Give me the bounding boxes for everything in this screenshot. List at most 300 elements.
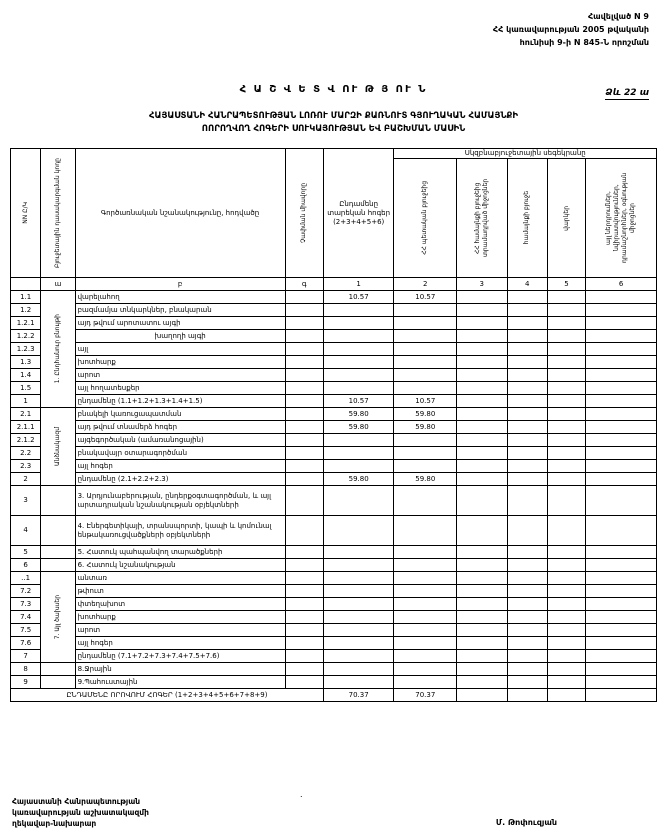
row-c5: [547, 291, 585, 304]
row-c4: [507, 663, 547, 676]
table-row: [11, 676, 657, 689]
row-measure: [285, 598, 323, 611]
table-row: [11, 330, 657, 343]
row-c3: [457, 434, 507, 447]
row-c4: [507, 559, 547, 572]
row-c3: [457, 624, 507, 637]
header-name: Գործառնական նշանակությունը, հոդվածը: [75, 149, 285, 278]
letter-5: 5: [547, 278, 585, 291]
row-c4: [507, 460, 547, 473]
table-row: [11, 611, 657, 624]
row-c2: 10.57: [394, 291, 457, 304]
letter-b: բ: [75, 278, 285, 291]
table-row: [11, 559, 657, 572]
group-label-1: 1. Ընդհանուր բնույթի: [41, 291, 75, 408]
row-c2: 59.80: [394, 408, 457, 421]
row-name: 8.Ջրային: [75, 663, 285, 676]
table-row: [11, 434, 657, 447]
row-c5: [547, 356, 585, 369]
row-nn: 7: [11, 650, 41, 663]
header-total: Ընդամենը տարեկան հոգեր (2+3+4+5+6): [323, 149, 394, 278]
row-c2: [394, 559, 457, 572]
row-c4: [507, 572, 547, 585]
row-c5: [547, 572, 585, 585]
row-name: արոտ: [75, 624, 285, 637]
row-class: [41, 676, 75, 689]
row-total: [323, 356, 394, 369]
row-c4: [507, 598, 547, 611]
row-c5: [547, 611, 585, 624]
row-name: 5. Հատուկ պահպանվող տարածքների: [75, 546, 285, 559]
row-c4: [507, 486, 547, 516]
letter-nn: [11, 278, 41, 291]
row-c3: [457, 585, 507, 598]
row-measure: [285, 663, 323, 676]
row-c3: [457, 291, 507, 304]
row-nn: 1.2.2: [11, 330, 41, 343]
row-total: [323, 585, 394, 598]
row-measure: [285, 343, 323, 356]
row-c5: [547, 304, 585, 317]
row-nn: 1.2.3: [11, 343, 41, 356]
row-c3: [457, 447, 507, 460]
row-total: [323, 572, 394, 585]
row-nn: 2.3: [11, 460, 41, 473]
letter-g: գ: [285, 278, 323, 291]
row-nn: 1.1: [11, 291, 41, 304]
row-measure: [285, 382, 323, 395]
row-name: ընդամենը (7.1+7.2+7.3+7.4+7.5+7.6): [75, 650, 285, 663]
row-c5: [547, 447, 585, 460]
row-total: 59.80: [323, 421, 394, 434]
table-row: [11, 460, 657, 473]
footer-line-1: Հայաստանի Հանրապետության: [12, 797, 141, 806]
annex-number: Հավելված N 9: [587, 12, 649, 21]
row-c3: [457, 572, 507, 585]
row-total: [323, 382, 394, 395]
row-class: [41, 516, 75, 546]
footer-line-3: ղեկավար-նախարար: [12, 819, 97, 828]
row-c2: [394, 663, 457, 676]
decision-line-2: հունիսի 9-ի N 845-Ն որոշման: [519, 38, 649, 47]
report-table: [10, 148, 657, 702]
row-total: [323, 637, 394, 650]
row-nn: 7.2: [11, 585, 41, 598]
row-c4: [507, 516, 547, 546]
row-measure: [285, 637, 323, 650]
row-total: [323, 447, 394, 460]
letter-3: 3: [457, 278, 507, 291]
row-nn: 7.3: [11, 598, 41, 611]
row-c3: [457, 486, 507, 516]
row-name: 3. Արդյունաբերության, ընդերքօգտագործման, և այլ արտադրական նշանակության օբյեկտների: [75, 486, 285, 516]
row-c4: [507, 304, 547, 317]
row-measure: [285, 460, 323, 473]
row-c6: [586, 637, 657, 650]
row-nn: 2.1.2: [11, 434, 41, 447]
row-name: խաղողի այգի: [75, 330, 285, 343]
row-c6: [586, 650, 657, 663]
row-class: [41, 486, 75, 516]
row-measure: [285, 434, 323, 447]
table-row-subtotal: [11, 395, 657, 408]
row-c5: [547, 330, 585, 343]
total-c6: [586, 689, 657, 702]
row-measure: [285, 611, 323, 624]
row-total: [323, 546, 394, 559]
row-name: այգեգործական (ամառանոցային): [75, 434, 285, 447]
row-c2: [394, 516, 457, 546]
row-c4: [507, 650, 547, 663]
table-row: [11, 516, 657, 546]
row-name: բնակավայր օտարագործման: [75, 447, 285, 460]
row-c2: [394, 304, 457, 317]
row-c2: [394, 447, 457, 460]
row-nn: 1.3: [11, 356, 41, 369]
row-c5: [547, 650, 585, 663]
row-c5: [547, 343, 585, 356]
row-c5: [547, 382, 585, 395]
row-name: այդ թվում տնամերձ հոգեր: [75, 421, 285, 434]
table-row: [11, 317, 657, 330]
subtitle-line-2: ՈՈՐՈՂՎՈՂ ՀՈԳԵՐԻ ՍՈՒԿԱՅՈՒԹՅԱՆ ԵՎ ԲԱՇԽՄԱՆ ՄԱՍԻՆ: [201, 124, 466, 134]
table-row: [11, 408, 657, 421]
row-c3: [457, 395, 507, 408]
row-c6: [586, 572, 657, 585]
row-c4: [507, 382, 547, 395]
row-c4: [507, 317, 547, 330]
header-source-state-budget: ՀՀ պետական բյուջեից: [394, 159, 457, 278]
row-c5: [547, 408, 585, 421]
row-c5: [547, 676, 585, 689]
row-c4: [507, 473, 547, 486]
row-c6: [586, 291, 657, 304]
row-total: 59.80: [323, 473, 394, 486]
row-c4: [507, 546, 547, 559]
row-c2: [394, 330, 457, 343]
table-header-group-row: [11, 149, 657, 159]
row-c2: [394, 369, 457, 382]
row-c2: [394, 546, 457, 559]
row-total: [323, 317, 394, 330]
table-row: [11, 585, 657, 598]
row-nn: 2.2: [11, 447, 41, 460]
page-title: Հ Ա Շ Վ Ե Տ Վ ՈՒ Թ Յ ՈՒ Ն: [239, 84, 428, 95]
row-c6: [586, 473, 657, 486]
row-c2: [394, 317, 457, 330]
column-letter-row: [11, 278, 657, 291]
row-c2: [394, 611, 457, 624]
row-nn: 6: [11, 559, 41, 572]
table-row: [11, 304, 657, 317]
row-nn: 2: [11, 473, 41, 486]
row-class: [41, 546, 75, 559]
row-c2: [394, 598, 457, 611]
row-c3: [457, 559, 507, 572]
row-c3: [457, 546, 507, 559]
row-c5: [547, 598, 585, 611]
row-class: [41, 559, 75, 572]
row-c2: [394, 460, 457, 473]
row-c3: [457, 637, 507, 650]
row-name: բազմամյա տնկարկներ, բնակարան: [75, 304, 285, 317]
row-c6: [586, 343, 657, 356]
table-row: [11, 343, 657, 356]
letter-a: ա: [41, 278, 75, 291]
row-c6: [586, 585, 657, 598]
row-c2: [394, 486, 457, 516]
row-name: այդ թվում արոտատու այգի: [75, 317, 285, 330]
row-c5: [547, 637, 585, 650]
row-c3: [457, 408, 507, 421]
row-name: 9.Պահուստային: [75, 676, 285, 689]
row-total: [323, 650, 394, 663]
table-row: [11, 291, 657, 304]
row-measure: [285, 408, 323, 421]
row-measure: [285, 624, 323, 637]
group-label-7: 7. Այլ ծախսեր: [41, 572, 75, 663]
row-total: 59.80: [323, 408, 394, 421]
row-name: բնակելի կառուցապատման: [75, 408, 285, 421]
page-dot: .: [300, 790, 303, 799]
row-c6: [586, 598, 657, 611]
row-c4: [507, 676, 547, 689]
row-class: [41, 663, 75, 676]
row-measure: [285, 585, 323, 598]
row-nn: 8: [11, 663, 41, 676]
row-c6: [586, 676, 657, 689]
total-c3: [457, 689, 507, 702]
row-c2: [394, 650, 457, 663]
row-c4: [507, 408, 547, 421]
row-c6: [586, 382, 657, 395]
row-measure: [285, 516, 323, 546]
row-name: խոտհարք: [75, 356, 285, 369]
row-c5: [547, 369, 585, 382]
total-c4: [507, 689, 547, 702]
row-nn: 1: [11, 395, 41, 408]
row-total: [323, 330, 394, 343]
total-label: ԸՆԴԱՄԵՆԸ ՈՐՈՎՈՒՄ ՀՈԳԵՐ (1+2+3+4+5+6+7+8+9): [11, 689, 324, 702]
row-c3: [457, 460, 507, 473]
row-c5: [547, 516, 585, 546]
row-c5: [547, 546, 585, 559]
row-measure: [285, 304, 323, 317]
row-c4: [507, 356, 547, 369]
row-nn: 1.2: [11, 304, 41, 317]
row-measure: [285, 486, 323, 516]
header-source-loans: վարկեր: [547, 159, 585, 278]
row-name: անտառ: [75, 572, 285, 585]
row-nn: 2.1.1: [11, 421, 41, 434]
total-c2: 70.37: [394, 689, 457, 702]
row-c6: [586, 460, 657, 473]
row-nn: 1.4: [11, 369, 41, 382]
row-c6: [586, 516, 657, 546]
row-nn: ..1: [11, 572, 41, 585]
row-c6: [586, 434, 657, 447]
row-c4: [507, 343, 547, 356]
table-row: [11, 486, 657, 516]
row-c4: [507, 369, 547, 382]
table-row: [11, 369, 657, 382]
row-c5: [547, 473, 585, 486]
total-c5: [547, 689, 585, 702]
row-c3: [457, 330, 507, 343]
signature-block: [12, 796, 149, 829]
row-c3: [457, 611, 507, 624]
group-label-2: Անձնակազմ: [41, 408, 75, 486]
row-c4: [507, 434, 547, 447]
row-c6: [586, 304, 657, 317]
row-name: 4. Էներգետիկայի, տրանսպորտի, կապի և կոմունալ ենթակառուցվածքների օբյեկտների: [75, 516, 285, 546]
row-name: այլ հողատեսքեր: [75, 382, 285, 395]
row-total: [323, 624, 394, 637]
row-c5: [547, 395, 585, 408]
row-c6: [586, 447, 657, 460]
row-measure: [285, 395, 323, 408]
row-nn: 1.2.1: [11, 317, 41, 330]
row-nn: 7.4: [11, 611, 41, 624]
table-row: [11, 663, 657, 676]
row-measure: [285, 356, 323, 369]
table-row: [11, 382, 657, 395]
row-c4: [507, 611, 547, 624]
letter-6: 6: [586, 278, 657, 291]
row-c6: [586, 317, 657, 330]
row-measure: [285, 546, 323, 559]
row-c4: [507, 624, 547, 637]
row-c5: [547, 421, 585, 434]
header-source-other: այլ ներդրումներ, նվիրատվություններ, դրամաշնորհներ, օգնության միջոցներ: [586, 159, 657, 278]
row-c3: [457, 516, 507, 546]
row-c4: [507, 330, 547, 343]
letter-1: 1: [323, 278, 394, 291]
row-c6: [586, 408, 657, 421]
row-c5: [547, 663, 585, 676]
header-budget-class: Բյուջետային դասակարգման կոդը: [41, 149, 75, 278]
row-measure: [285, 473, 323, 486]
row-name: արոտ: [75, 369, 285, 382]
row-c6: [586, 486, 657, 516]
row-total: [323, 460, 394, 473]
row-nn: 7.5: [11, 624, 41, 637]
row-measure: [285, 369, 323, 382]
row-total: [323, 343, 394, 356]
row-name: ընդամենը (1.1+1.2+1.3+1.4+1.5): [75, 395, 285, 408]
row-c6: [586, 546, 657, 559]
row-nn: 7.6: [11, 637, 41, 650]
row-c5: [547, 624, 585, 637]
table-row: [11, 572, 657, 585]
document-code: Ձև 22 ա: [605, 88, 649, 98]
row-c4: [507, 421, 547, 434]
table-row: [11, 421, 657, 434]
letter-4: 4: [507, 278, 547, 291]
row-nn: 9: [11, 676, 41, 689]
table-row-subtotal: [11, 473, 657, 486]
table-row: [11, 637, 657, 650]
row-total: [323, 516, 394, 546]
row-nn: 4: [11, 516, 41, 546]
row-c3: [457, 473, 507, 486]
table-row: [11, 356, 657, 369]
table-row: [11, 447, 657, 460]
row-measure: [285, 572, 323, 585]
row-c5: [547, 585, 585, 598]
row-c6: [586, 624, 657, 637]
row-name: վարելահող: [75, 291, 285, 304]
row-measure: [285, 421, 323, 434]
footer-line-2: կառավարության աշխատակազմի: [12, 808, 149, 817]
signer-name: Մ. Թոփուզյան: [495, 818, 557, 827]
row-c6: [586, 663, 657, 676]
row-total: [323, 369, 394, 382]
row-c2: [394, 356, 457, 369]
header-source-transfers: ՀՀ համայնքի բյուջեից տրամադրված միջոցներ: [457, 159, 507, 278]
row-c3: [457, 304, 507, 317]
table-row: [11, 624, 657, 637]
row-c3: [457, 369, 507, 382]
row-c2: [394, 624, 457, 637]
table-total-row: [11, 689, 657, 702]
row-nn: 5: [11, 546, 41, 559]
letter-2: 2: [394, 278, 457, 291]
table-row: [11, 598, 657, 611]
table-row-subtotal: [11, 650, 657, 663]
subtitle-line-1: ՀԱՅԱՍՏԱՆԻ ՀԱՆՐԱՊԵՏՈՒԹՅԱՆ ԼՈՌՈՒ ՄԱՐԶԻ ՔԱՌՆՈՒՏ ԳՅՈՒՂԱԿԱՆ ՀԱՄԱՅՆՔԻ: [149, 111, 518, 121]
row-c4: [507, 637, 547, 650]
row-c2: [394, 676, 457, 689]
row-c2: [394, 434, 457, 447]
row-c5: [547, 559, 585, 572]
page-subtitle: [0, 110, 667, 136]
row-name: խոտհարք: [75, 611, 285, 624]
row-c2: 59.80: [394, 473, 457, 486]
row-c3: [457, 317, 507, 330]
row-total: [323, 598, 394, 611]
row-c3: [457, 650, 507, 663]
row-c3: [457, 598, 507, 611]
row-c4: [507, 447, 547, 460]
row-measure: [285, 447, 323, 460]
row-c2: [394, 382, 457, 395]
row-name: այլ հոգեր: [75, 637, 285, 650]
row-c6: [586, 611, 657, 624]
row-c5: [547, 486, 585, 516]
row-c6: [586, 421, 657, 434]
row-total: [323, 611, 394, 624]
header-source-community-budget: համայնքի բյուջե: [507, 159, 547, 278]
row-nn: 1.5: [11, 382, 41, 395]
table-row: [11, 546, 657, 559]
header-sources-group: Սկզբնաբյուջետային սեգեկրանը: [394, 149, 657, 159]
row-name: ընդամենը (2.1+2.2+2.3): [75, 473, 285, 486]
row-c3: [457, 676, 507, 689]
row-name: այլ: [75, 343, 285, 356]
row-total: [323, 304, 394, 317]
row-c4: [507, 291, 547, 304]
decision-line-1: ՀՀ կառավարության 2005 թվականի: [492, 25, 649, 34]
total-value: 70.37: [323, 689, 394, 702]
row-measure: [285, 559, 323, 572]
row-c6: [586, 356, 657, 369]
row-total: [323, 676, 394, 689]
row-measure: [285, 330, 323, 343]
row-measure: [285, 676, 323, 689]
row-nn: 3: [11, 486, 41, 516]
row-c4: [507, 585, 547, 598]
